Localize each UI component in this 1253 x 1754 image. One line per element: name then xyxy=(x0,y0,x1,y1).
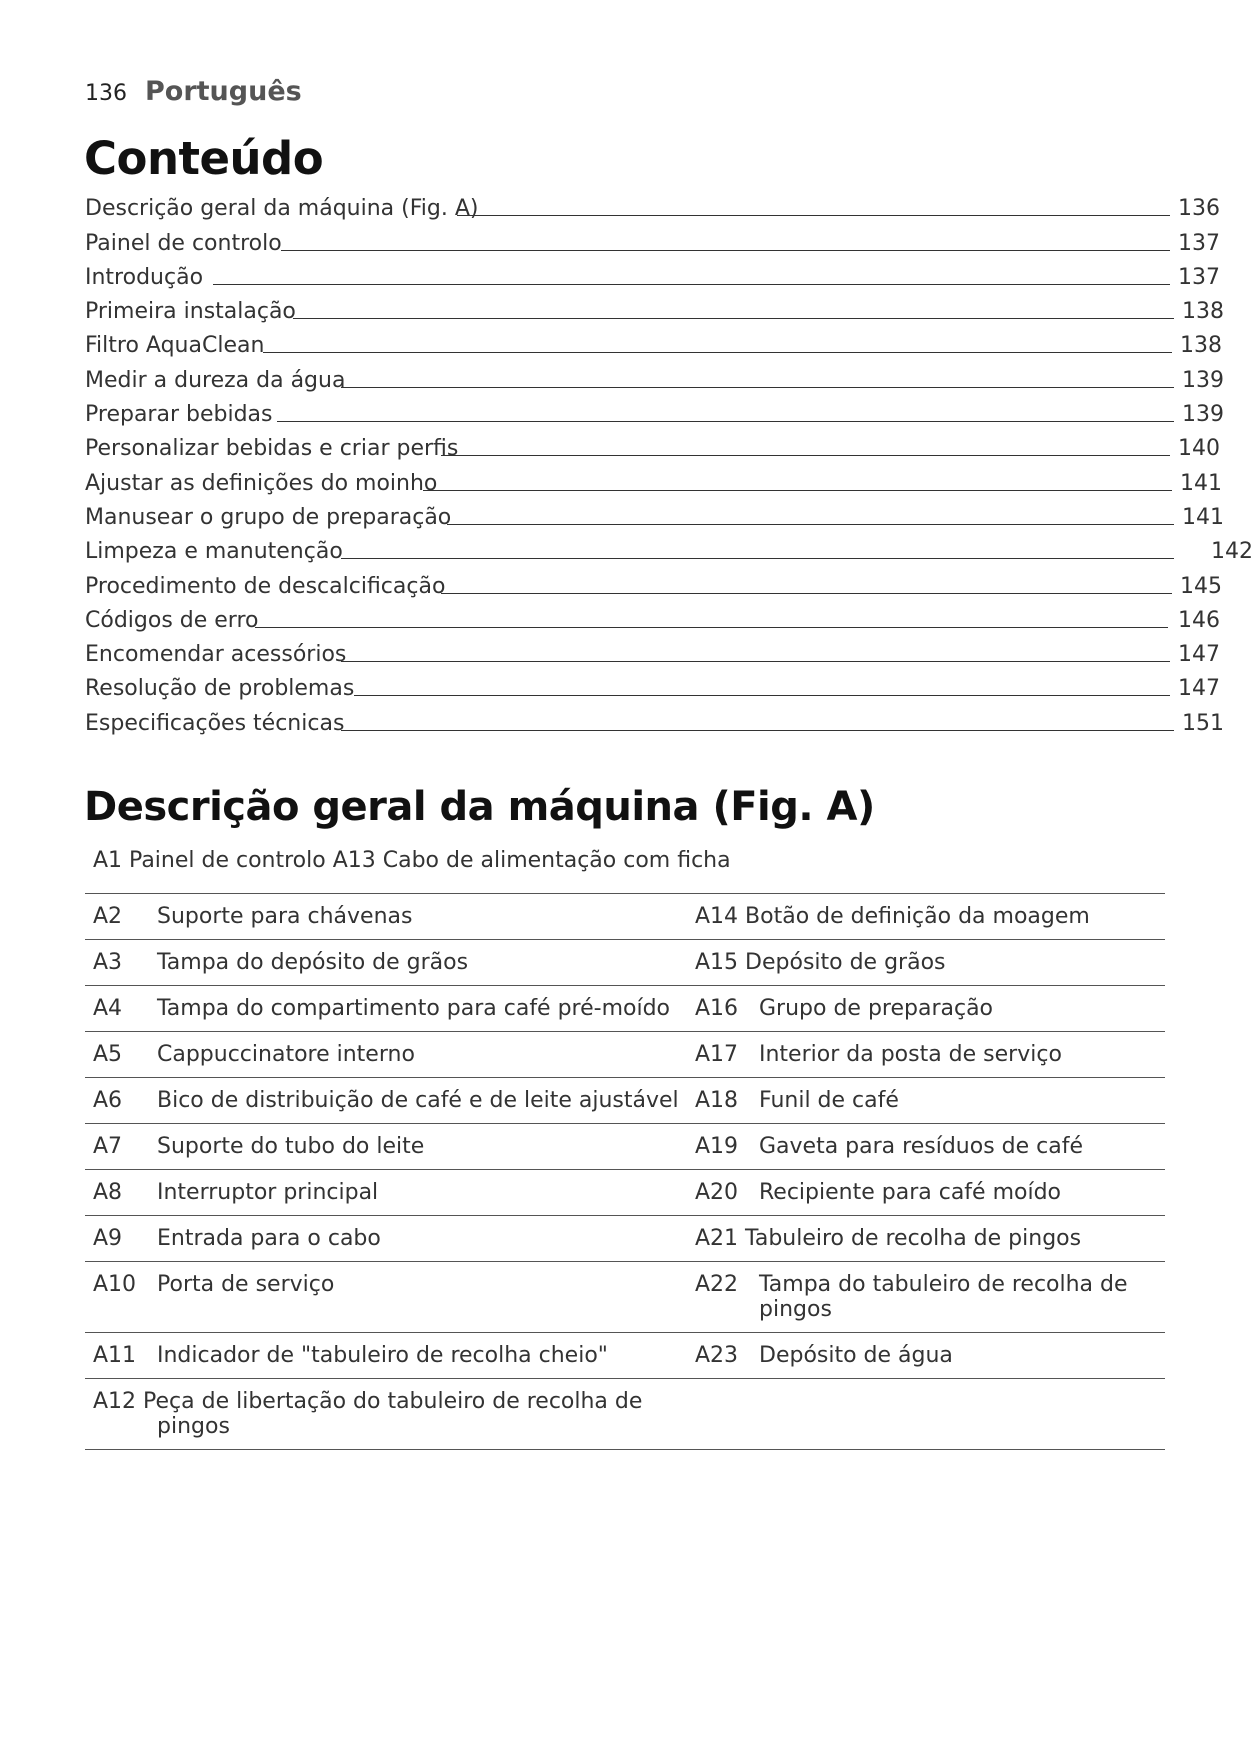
toc-entry-label: Medir a dureza da água xyxy=(85,367,346,393)
toc-entry-label: Descrição geral da máquina (Fig. A) xyxy=(85,196,479,222)
table-row xyxy=(85,1262,1165,1333)
part-description: Tampa do compartimento para café pré-moído xyxy=(157,996,671,1021)
part-code: A8 xyxy=(93,1180,123,1205)
page-number: 136 xyxy=(85,81,127,106)
toc-entry[interactable] xyxy=(85,497,1224,531)
toc-entry-label: Introdução xyxy=(85,264,204,290)
part-description: Depósito de água xyxy=(759,1343,953,1368)
toc-entry[interactable] xyxy=(85,257,1220,291)
part-description: Entrada para o cabo xyxy=(157,1226,381,1251)
part-code: A5 xyxy=(93,1042,123,1067)
toc-entry-label: Manusear o grupo de preparação xyxy=(85,504,452,530)
toc-entry[interactable] xyxy=(85,394,1224,428)
part-code: A7 xyxy=(93,1134,123,1159)
toc-leader-line xyxy=(255,627,1168,628)
toc-entry-page: 139 xyxy=(1182,367,1224,393)
part-code: A10 xyxy=(93,1272,137,1297)
toc-entry-label: Limpeza e manutenção xyxy=(85,539,343,565)
part-description: Funil de café xyxy=(759,1088,899,1113)
table-row xyxy=(85,894,1165,940)
part-description: Suporte para chávenas xyxy=(157,904,413,929)
table-row xyxy=(85,1032,1165,1078)
toc-entry-label: Personalizar bebidas e criar perfis xyxy=(85,436,459,462)
toc-entry-label: Resolução de problemas xyxy=(85,676,355,702)
section-title: Descrição geral da máquina (Fig. A) xyxy=(84,784,875,830)
table-row xyxy=(85,986,1165,1032)
part-code: A20 xyxy=(695,1180,739,1205)
table-row xyxy=(85,1216,1165,1262)
toc-entry-page: 146 xyxy=(1178,607,1220,633)
table-row xyxy=(85,1170,1165,1216)
part-description: Suporte do tubo do leite xyxy=(157,1134,425,1159)
table-row xyxy=(85,1333,1165,1379)
part-code: A22 xyxy=(695,1272,739,1297)
toc-leader-line xyxy=(263,352,1172,353)
part-entry: A14 Botão de definição da moagem xyxy=(695,904,1090,929)
table-row xyxy=(85,940,1165,986)
toc-entry[interactable] xyxy=(85,462,1222,496)
toc-leader-line xyxy=(441,455,1170,456)
part-description: Cappuccinatore interno xyxy=(157,1042,415,1067)
part-description: Recipiente para café moído xyxy=(759,1180,1061,1205)
toc-entry-page: 137 xyxy=(1178,230,1220,256)
toc-entry-page: 140 xyxy=(1178,436,1220,462)
parts-table xyxy=(85,893,1165,1450)
toc-entry[interactable] xyxy=(85,222,1220,256)
part-description: Tampa do depósito de grãos xyxy=(157,950,469,975)
toc-leader-line xyxy=(423,490,1172,491)
toc-entry-page: 137 xyxy=(1178,264,1220,290)
toc-title: Conteúdo xyxy=(84,132,324,185)
toc-leader-line xyxy=(354,695,1170,696)
intro-line: A1 Painel de controlo A13 Cabo de alimentação com ficha xyxy=(93,848,731,873)
part-code: A18 xyxy=(695,1088,739,1113)
toc-entry-label: Encomendar acessórios xyxy=(85,642,347,668)
empty-cell xyxy=(695,1379,1165,1450)
page-language: Português xyxy=(145,76,302,107)
part-description: Interior da posta de serviço xyxy=(759,1042,1062,1067)
toc-leader-line xyxy=(457,215,1170,216)
table-row xyxy=(85,1078,1165,1124)
toc-entry-label: Filtro AquaClean xyxy=(85,333,265,359)
toc-entry[interactable] xyxy=(85,634,1220,668)
toc-entry[interactable] xyxy=(85,668,1220,702)
toc-leader-line xyxy=(293,318,1174,319)
toc-entry[interactable] xyxy=(85,325,1222,359)
toc-leader-line xyxy=(277,421,1174,422)
toc-leader-line xyxy=(281,250,1170,251)
part-code: A9 xyxy=(93,1226,123,1251)
part-entry-text: A12 Peça de libertação do tabuleiro de recolha de pingos xyxy=(93,1389,643,1439)
part-entry xyxy=(85,1379,695,1450)
toc-leader-line xyxy=(447,524,1174,525)
part-description: Tampa do tabuleiro de recolha de pingos xyxy=(759,1272,1128,1322)
page-header xyxy=(85,76,302,107)
toc-leader-line xyxy=(341,387,1174,388)
part-entry: A15 Depósito de grãos xyxy=(695,950,946,975)
toc-entry-page: 138 xyxy=(1182,299,1224,325)
toc-entry-page: 151 xyxy=(1182,710,1224,736)
toc-entry-label: Ajustar as definições do moinho xyxy=(85,470,438,496)
toc-entry-page: 136 xyxy=(1178,196,1220,222)
toc-entry-page: 139 xyxy=(1182,402,1224,428)
toc-entry-page: 138 xyxy=(1180,333,1222,359)
toc-leader-line xyxy=(213,284,1170,285)
toc-entry[interactable] xyxy=(85,702,1224,736)
part-description: Interruptor principal xyxy=(157,1180,379,1205)
toc-entry[interactable] xyxy=(85,359,1224,393)
toc-entry-label: Painel de controlo xyxy=(85,230,282,256)
toc-leader-line xyxy=(441,593,1172,594)
toc-entry[interactable] xyxy=(85,188,1220,222)
part-code: A16 xyxy=(695,996,739,1021)
part-description: Grupo de preparação xyxy=(759,996,994,1021)
toc-entry[interactable] xyxy=(85,531,1253,565)
table-of-contents xyxy=(85,188,1253,737)
toc-entry-label: Procedimento de descalcificação xyxy=(85,573,446,599)
part-code: A19 xyxy=(695,1134,739,1159)
toc-entry[interactable] xyxy=(85,428,1220,462)
toc-entry[interactable] xyxy=(85,565,1222,599)
toc-entry-label: Preparar bebidas xyxy=(85,402,273,428)
toc-leader-line xyxy=(341,558,1174,559)
toc-entry-page: 141 xyxy=(1180,470,1222,496)
toc-entry-label: Primeira instalação xyxy=(85,299,296,325)
toc-entry[interactable] xyxy=(85,291,1224,325)
part-code: A17 xyxy=(695,1042,739,1067)
toc-entry-page: 147 xyxy=(1178,676,1220,702)
part-code: A23 xyxy=(695,1343,739,1368)
table-row xyxy=(85,1124,1165,1170)
toc-entry-label: Códigos de erro xyxy=(85,607,259,633)
part-code: A6 xyxy=(93,1088,123,1113)
part-entry: A21 Tabuleiro de recolha de pingos xyxy=(695,1226,1082,1251)
toc-leader-line xyxy=(341,730,1174,731)
toc-entry-label: Especificações técnicas xyxy=(85,710,345,736)
toc-entry-page: 147 xyxy=(1178,642,1220,668)
part-description: Porta de serviço xyxy=(157,1272,335,1297)
part-code: A11 xyxy=(93,1343,137,1368)
part-description: Indicador de "tabuleiro de recolha cheio" xyxy=(157,1343,608,1368)
table-row xyxy=(85,1379,1165,1450)
toc-entry-page: 145 xyxy=(1180,573,1222,599)
toc-leader-line xyxy=(341,661,1170,662)
toc-entry-page: 141 xyxy=(1182,504,1224,530)
part-code: A3 xyxy=(93,950,123,975)
part-code: A2 xyxy=(93,904,123,929)
toc-entry[interactable] xyxy=(85,600,1220,634)
part-description: Bico de distribuição de café e de leite ajustável xyxy=(157,1088,679,1113)
part-code: A4 xyxy=(93,996,123,1021)
part-description: Gaveta para resíduos de café xyxy=(759,1134,1083,1159)
toc-entry-page: 142 xyxy=(1211,539,1253,565)
